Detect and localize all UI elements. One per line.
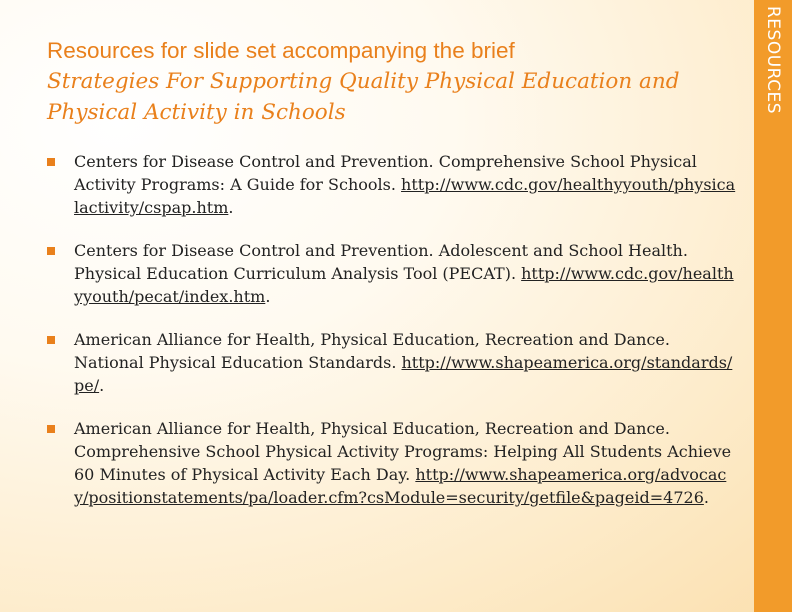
sidebar-label: RESOURCES bbox=[763, 6, 783, 115]
reference-text: American Alliance for Health, Physical Education, Recreation and Dance. Comprehensive School Physical Activity Programs: Helping All Students Achieve 60 Minutes of Physical Activity Each Day. bbox=[74, 419, 732, 484]
title-line-1: Resources for slide set accompanying the brief bbox=[47, 38, 515, 63]
reference-trail: . bbox=[228, 198, 234, 217]
reference-list bbox=[47, 150, 737, 529]
reference-link[interactable]: http://www.cdc.gov/healthyyouth/pecat/index.htm bbox=[74, 264, 734, 306]
reference-item bbox=[47, 239, 737, 308]
side-banner bbox=[754, 0, 792, 612]
title-line-2: Strategies For Supporting Quality Physical Education and Physical Activity in Schools bbox=[47, 69, 680, 125]
reference-item bbox=[47, 328, 737, 397]
reference-link[interactable]: http://www.shapeamerica.org/advocacy/positionstatements/pa/loader.cfm?csModule=security/getfile&pageid=4726 bbox=[74, 465, 727, 507]
reference-text: American Alliance for Health, Physical Education, Recreation and Dance. National Physical Education Standards. bbox=[74, 330, 670, 372]
reference-link[interactable]: http://www.cdc.gov/healthyyouth/physicalactivity/cspap.htm bbox=[74, 175, 736, 217]
reference-text: Centers for Disease Control and Prevention. Comprehensive School Physical Activity Programs: A Guide for Schools. bbox=[74, 152, 697, 194]
square-bullet-icon bbox=[47, 247, 55, 255]
reference-item bbox=[47, 417, 737, 509]
reference-trail: . bbox=[703, 488, 709, 507]
square-bullet-icon bbox=[47, 336, 55, 344]
square-bullet-icon bbox=[47, 158, 55, 166]
reference-link[interactable]: http://www.shapeamerica.org/standards/pe/ bbox=[74, 353, 733, 395]
reference-trail: . bbox=[265, 287, 271, 306]
reference-item bbox=[47, 150, 737, 219]
reference-text: Centers for Disease Control and Prevention. Adolescent and School Health. Physical Education Curriculum Analysis Tool (PECAT). bbox=[74, 241, 688, 283]
reference-trail: . bbox=[99, 376, 105, 395]
square-bullet-icon bbox=[47, 425, 55, 433]
slide-title bbox=[47, 35, 687, 128]
